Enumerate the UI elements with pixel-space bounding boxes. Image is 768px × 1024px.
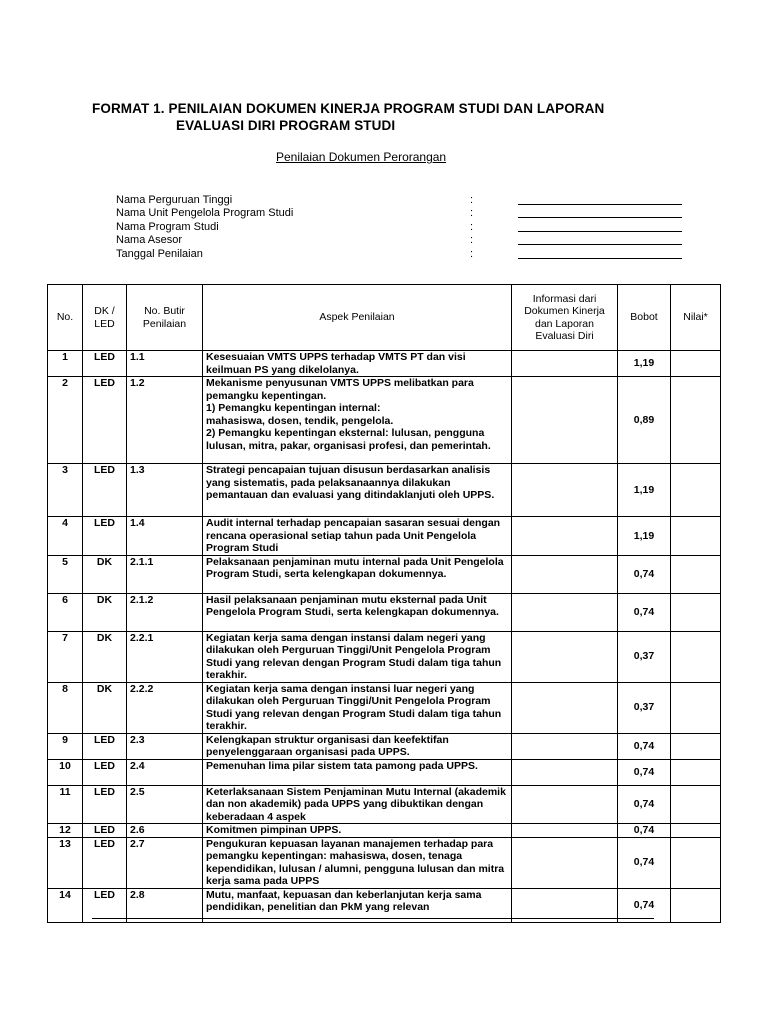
row-informasi-cell[interactable] <box>512 631 618 682</box>
header-no: No. <box>48 285 83 351</box>
row-number: 9 <box>48 733 83 759</box>
table-row <box>48 593 721 631</box>
header-aspek: Aspek Penilaian <box>203 285 512 351</box>
row-aspek: Kegiatan kerja sama dengan instansi luar negeri yang dilakukan oleh Perguruan Tinggi/Unit Pengelola Program Studi yang relevan dengan Program Studi dalam tiga tahun terakhir. <box>203 682 512 733</box>
row-aspek: Komitmen pimpinan UPPS. <box>203 824 512 838</box>
field-fill-line[interactable] <box>518 231 682 232</box>
assessment-table <box>47 284 721 923</box>
row-informasi-cell[interactable] <box>512 837 618 888</box>
row-aspek: Mutu, manfaat, kepuasan dan keberlanjutan kerja sama pendidikan, penelitian dan PkM yang relevan <box>203 888 512 922</box>
table-row <box>48 888 721 922</box>
header-butir: No. Butir Penilaian <box>127 285 203 351</box>
row-bobot: 0,74 <box>618 593 671 631</box>
field-colon: : <box>470 220 474 233</box>
field-colon: : <box>470 247 474 260</box>
row-number: 1 <box>48 351 83 377</box>
table-row <box>48 733 721 759</box>
row-informasi-cell[interactable] <box>512 464 618 517</box>
row-informasi-cell[interactable] <box>512 785 618 824</box>
row-dk-led: LED <box>83 464 127 517</box>
table-row <box>48 377 721 464</box>
row-butir: 2.1.2 <box>127 593 203 631</box>
row-dk-led: LED <box>83 759 127 785</box>
row-number: 7 <box>48 631 83 682</box>
row-bobot: 0,74 <box>618 759 671 785</box>
row-dk-led: LED <box>83 351 127 377</box>
row-bobot: 0,74 <box>618 837 671 888</box>
row-dk-led: LED <box>83 733 127 759</box>
row-nilai-cell[interactable] <box>671 351 721 377</box>
row-butir: 2.2.2 <box>127 682 203 733</box>
identity-fields <box>116 194 696 261</box>
row-butir: 2.6 <box>127 824 203 838</box>
row-informasi-cell[interactable] <box>512 824 618 838</box>
row-nilai-cell[interactable] <box>671 824 721 838</box>
header-nilai: Nilai* <box>671 285 721 351</box>
field-label: Tanggal Penilaian <box>116 247 203 260</box>
row-nilai-cell[interactable] <box>671 631 721 682</box>
field-fill-line[interactable] <box>518 204 682 205</box>
row-dk-led: LED <box>83 888 127 922</box>
row-bobot: 0,74 <box>618 785 671 824</box>
table-row <box>48 351 721 377</box>
row-bobot: 0,74 <box>618 888 671 922</box>
row-number: 6 <box>48 593 83 631</box>
row-bobot: 0,37 <box>618 631 671 682</box>
identity-field <box>116 248 696 261</box>
row-aspek: Strategi pencapaian tujuan disusun berdasarkan analisis yang sistematis, pada pelaksanaannya dilakukan pemantauan dan evaluasi yang ditindaklanjuti oleh UPPS. <box>203 464 512 517</box>
row-informasi-cell[interactable] <box>512 759 618 785</box>
row-dk-led: DK <box>83 682 127 733</box>
row-bobot: 1,19 <box>618 351 671 377</box>
document-title <box>92 100 604 134</box>
row-aspek: Keterlaksanaan Sistem Penjaminan Mutu Internal (akademik dan non akademik) pada UPPS yang dibuktikan dengan keberadaan 4 aspek <box>203 785 512 824</box>
row-number: 4 <box>48 517 83 556</box>
table-row <box>48 682 721 733</box>
row-informasi-cell[interactable] <box>512 682 618 733</box>
row-dk-led: LED <box>83 837 127 888</box>
row-dk-led: LED <box>83 824 127 838</box>
title-line-1: FORMAT 1. PENILAIAN DOKUMEN KINERJA PROGRAM STUDI DAN LAPORAN <box>92 101 605 116</box>
row-informasi-cell[interactable] <box>512 733 618 759</box>
row-dk-led: DK <box>83 555 127 593</box>
row-aspek: Hasil pelaksanaan penjaminan mutu eksternal pada Unit Pengelola Program Studi, serta kelengkapan dokumennya. <box>203 593 512 631</box>
identity-field <box>116 207 696 220</box>
table-row <box>48 824 721 838</box>
field-label: Nama Unit Pengelola Program Studi <box>116 207 294 220</box>
row-number: 5 <box>48 555 83 593</box>
row-informasi-cell[interactable] <box>512 517 618 556</box>
row-informasi-cell[interactable] <box>512 377 618 464</box>
row-butir: 2.2.1 <box>127 631 203 682</box>
field-colon: : <box>470 207 474 220</box>
table-header-row <box>48 285 721 351</box>
row-butir: 2.5 <box>127 785 203 824</box>
row-butir: 1.1 <box>127 351 203 377</box>
header-bobot: Bobot <box>618 285 671 351</box>
field-label: Nama Program Studi <box>116 220 219 233</box>
row-number: 8 <box>48 682 83 733</box>
row-bobot: 0,74 <box>618 733 671 759</box>
row-informasi-cell[interactable] <box>512 351 618 377</box>
row-butir: 2.3 <box>127 733 203 759</box>
row-bobot: 0,89 <box>618 377 671 464</box>
row-nilai-cell[interactable] <box>671 682 721 733</box>
title-line-2: EVALUASI DIRI PROGRAM STUDI <box>176 118 396 133</box>
table-row <box>48 759 721 785</box>
row-bobot: 0,74 <box>618 824 671 838</box>
row-nilai-cell[interactable] <box>671 785 721 824</box>
row-informasi-cell[interactable] <box>512 555 618 593</box>
row-number: 10 <box>48 759 83 785</box>
row-bobot: 0,74 <box>618 555 671 593</box>
row-number: 14 <box>48 888 83 922</box>
row-butir: 2.1.1 <box>127 555 203 593</box>
row-number: 12 <box>48 824 83 838</box>
identity-field <box>116 194 696 207</box>
table-row <box>48 517 721 556</box>
field-label: Nama Perguruan Tinggi <box>116 194 233 206</box>
row-nilai-cell[interactable] <box>671 837 721 888</box>
row-number: 2 <box>48 377 83 464</box>
field-fill-line[interactable] <box>518 217 682 218</box>
document-subtitle: Penilaian Dokumen Perorangan <box>276 150 447 164</box>
row-butir: 2.4 <box>127 759 203 785</box>
row-nilai-cell[interactable] <box>671 464 721 517</box>
row-butir: 1.2 <box>127 377 203 464</box>
table-row <box>48 555 721 593</box>
field-fill-line[interactable] <box>518 244 682 245</box>
table-row <box>48 631 721 682</box>
row-aspek: Pelaksanaan penjaminan mutu internal pada Unit Pengelola Program Studi, serta kelengkapan dokumennya. <box>203 555 512 593</box>
row-nilai-cell[interactable] <box>671 555 721 593</box>
table-row <box>48 464 721 517</box>
row-aspek: Audit internal terhadap pencapaian sasaran sesuai dengan rencana operasional setiap tahun pada Unit Pengelola Program Studi <box>203 517 512 556</box>
table-row <box>48 837 721 888</box>
row-bobot: 0,37 <box>618 682 671 733</box>
row-aspek: Kegiatan kerja sama dengan instansi dalam negeri yang dilakukan oleh Perguruan Tinggi/Unit Pengelola Program Studi yang relevan dengan Program Studi dalam tiga tahun terakhir. <box>203 631 512 682</box>
identity-field <box>116 221 696 234</box>
row-bobot: 1,19 <box>618 517 671 556</box>
row-dk-led: DK <box>83 631 127 682</box>
header-dk-led: DK / LED <box>83 285 127 351</box>
row-aspek: Pemenuhan lima pilar sistem tata pamong pada UPPS. <box>203 759 512 785</box>
row-nilai-cell[interactable] <box>671 593 721 631</box>
row-aspek: Kelengkapan struktur organisasi dan keefektifan penyelenggaraan organisasi pada UPPS. <box>203 733 512 759</box>
row-bobot: 1,19 <box>618 464 671 517</box>
bottom-rule <box>92 918 654 919</box>
row-aspek: Pengukuran kepuasan layanan manajemen terhadap para pemangku kepentingan: mahasiswa, dosen, tenaga kependidikan, lulusan / alumni, pengguna lulusan dan mitra kerja sama pada UPPS <box>203 837 512 888</box>
row-dk-led: DK <box>83 593 127 631</box>
row-butir: 1.4 <box>127 517 203 556</box>
field-colon: : <box>470 194 474 206</box>
field-label: Nama Asesor <box>116 234 183 247</box>
row-aspek: Mekanisme penyusunan VMTS UPPS melibatkan para pemangku kepentingan. 1) Pemangku kepentingan internal: mahasiswa, dosen, tendik, pengelola. 2) Pemangku kepentingan eksternal: lulusan, pengguna lulusan, mitra, pakar, organisasi profesi, dan pemerintah. <box>203 377 512 464</box>
field-colon: : <box>470 234 474 247</box>
row-nilai-cell[interactable] <box>671 733 721 759</box>
row-butir: 2.7 <box>127 837 203 888</box>
row-butir: 1.3 <box>127 464 203 517</box>
row-number: 3 <box>48 464 83 517</box>
row-nilai-cell[interactable] <box>671 888 721 922</box>
identity-field <box>116 234 696 247</box>
row-nilai-cell[interactable] <box>671 517 721 556</box>
row-dk-led: LED <box>83 785 127 824</box>
row-number: 11 <box>48 785 83 824</box>
row-aspek: Kesesuaian VMTS UPPS terhadap VMTS PT dan visi keilmuan PS yang dikelolanya. <box>203 351 512 377</box>
row-informasi-cell[interactable] <box>512 888 618 922</box>
row-informasi-cell[interactable] <box>512 593 618 631</box>
table-row <box>48 785 721 824</box>
row-dk-led: LED <box>83 377 127 464</box>
row-dk-led: LED <box>83 517 127 556</box>
row-number: 13 <box>48 837 83 888</box>
row-nilai-cell[interactable] <box>671 759 721 785</box>
field-fill-line[interactable] <box>518 258 682 259</box>
header-informasi: Informasi dari Dokumen Kinerja dan Laporan Evaluasi Diri <box>512 285 618 351</box>
row-butir: 2.8 <box>127 888 203 922</box>
row-nilai-cell[interactable] <box>671 377 721 464</box>
